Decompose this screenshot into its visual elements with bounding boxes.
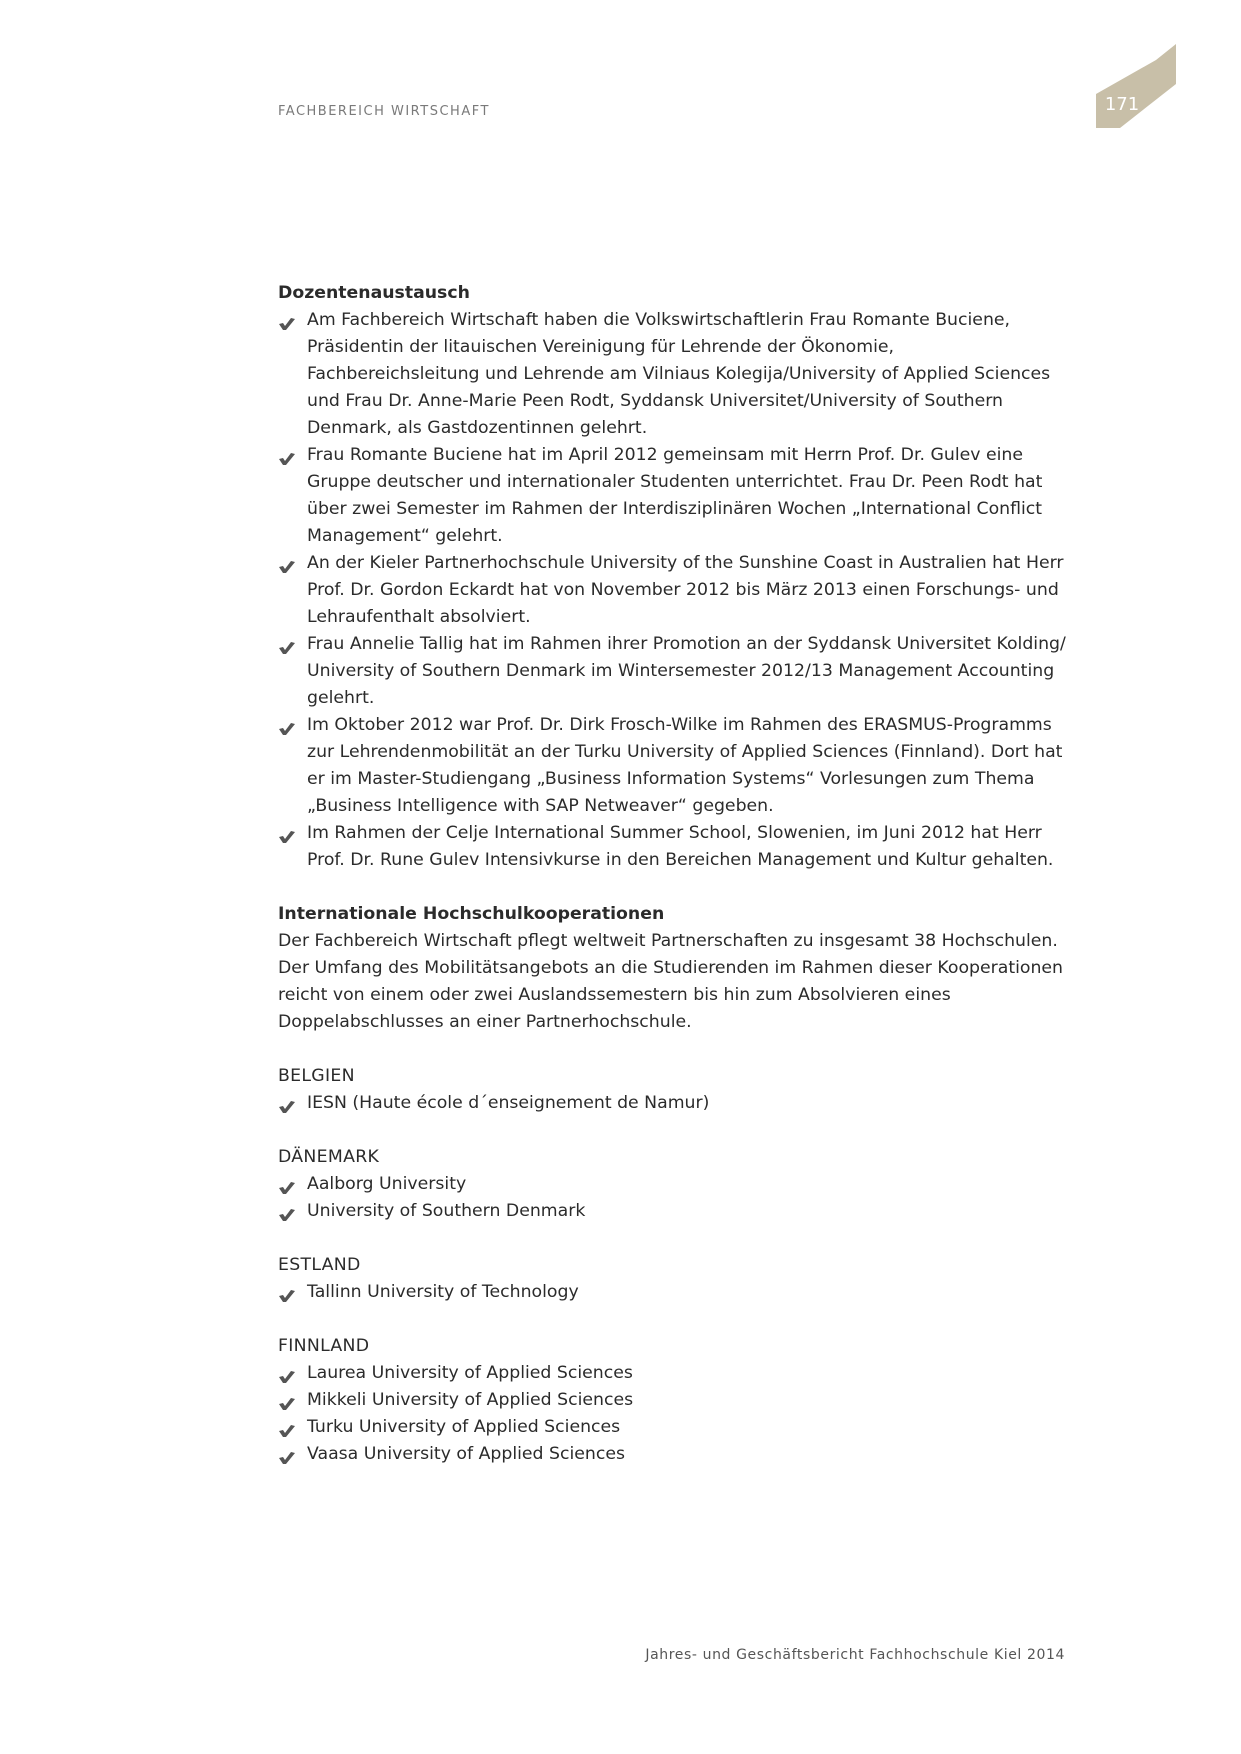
check-arrow-icon (278, 826, 296, 840)
university-name: Vaasa University of Applied Sciences (307, 1444, 626, 1464)
page-number: 171 (1104, 94, 1140, 115)
university-item (278, 1090, 1068, 1117)
university-name: University of Southern Denmark (307, 1201, 586, 1221)
section-heading-dozentenaustausch: Dozentenaustausch (278, 283, 470, 303)
section-heading-kooperationen: Internationale Hochschulkooperationen (278, 904, 665, 924)
list-item (278, 550, 1068, 631)
university-name: Mikkeli University of Applied Sciences (307, 1390, 634, 1410)
list-item-text: Am Fachbereich Wirtschaft haben die Volkswirtschaftlerin Frau Romante Buciene, Präsidentin der litauischen Vereinigung für Lehrende der Ökonomie, Fachbereichsleitung und Lehrende am Vilniaus Kolegija/University of Applied Sciences und Frau Dr. Anne-Marie Peen Rodt, Syddansk Universitet/University of Southern Denmark, als Gastdozentinnen gelehrt. (307, 310, 1051, 438)
check-arrow-icon (278, 556, 296, 570)
check-arrow-icon (278, 1420, 296, 1434)
check-arrow-icon (278, 1096, 296, 1110)
check-arrow-icon (278, 1285, 296, 1299)
university-item (278, 1441, 1068, 1468)
university-item (278, 1171, 1068, 1198)
university-list-finnland (278, 1360, 1068, 1468)
list-item-text: Frau Annelie Tallig hat im Rahmen ihrer Promotion an der Syddansk Universitet Kolding/ University of Southern Denmark im Wintersemester 2012/13 Management Accounting gelehrt. (307, 634, 1066, 708)
university-item (278, 1360, 1068, 1387)
country-heading-daenemark: DÄNEMARK (278, 1147, 380, 1167)
main-content (278, 280, 1068, 1468)
check-arrow-icon (278, 1447, 296, 1461)
dozentenaustausch-list (278, 307, 1068, 874)
check-arrow-icon (278, 313, 296, 327)
list-item (278, 631, 1068, 712)
list-item (278, 712, 1068, 820)
university-item (278, 1387, 1068, 1414)
university-name: Tallinn University of Technology (307, 1282, 579, 1302)
check-arrow-icon (278, 1204, 296, 1218)
university-name: IESN (Haute école d´enseignement de Namur) (307, 1093, 710, 1113)
university-item (278, 1198, 1068, 1225)
list-item (278, 307, 1068, 442)
university-name: Laurea University of Applied Sciences (307, 1363, 633, 1383)
country-heading-estland: ESTLAND (278, 1255, 361, 1275)
page-number-badge (1096, 44, 1178, 128)
university-name: Aalborg University (307, 1174, 467, 1194)
check-arrow-icon (278, 448, 296, 462)
list-item-text: Im Oktober 2012 war Prof. Dr. Dirk Frosch-Wilke im Rahmen des ERASMUS-Programms zur Lehrendenmobilität an der Turku University of Applied Sciences (Finnland). Dort hat er im Master-Studiengang „Business Information Systems“ Vorlesungen zum Thema „Business Intelligence with SAP Netweaver“ gegeben. (307, 715, 1063, 816)
check-arrow-icon (278, 718, 296, 732)
country-heading-belgien: BELGIEN (278, 1066, 355, 1086)
list-item-text: An der Kieler Partnerhochschule University of the Sunshine Coast in Australien hat Herr Prof. Dr. Gordon Eckardt hat von November 2012 bis März 2013 einen Forschungs- und Lehraufenthalt absolviert. (307, 553, 1064, 627)
list-item-text: Im Rahmen der Celje International Summer School, Slowenien, im Juni 2012 hat Herr Prof. Dr. Rune Gulev Intensivkurse in den Bereichen Management und Kultur gehalten. (307, 823, 1054, 870)
check-arrow-icon (278, 1393, 296, 1407)
university-item (278, 1279, 1068, 1306)
university-item (278, 1414, 1068, 1441)
list-item-text: Frau Romante Buciene hat im April 2012 gemeinsam mit Herrn Prof. Dr. Gulev eine Gruppe deutscher und internationaler Studenten unterrichtet. Frau Dr. Peen Rodt hat über zwei Semester im Rahmen der Interdisziplinären Wochen „International Conflict Management“ gelehrt. (307, 445, 1043, 546)
list-item (278, 442, 1068, 550)
university-list-belgien (278, 1090, 1068, 1117)
header-section-label: FACHBEREICH WIRTSCHAFT (278, 104, 490, 119)
university-name: Turku University of Applied Sciences (307, 1417, 621, 1437)
university-list-estland (278, 1279, 1068, 1306)
university-list-daenemark (278, 1171, 1068, 1225)
check-arrow-icon (278, 1177, 296, 1191)
check-arrow-icon (278, 637, 296, 651)
list-item (278, 820, 1068, 874)
kooperationen-paragraph: Der Fachbereich Wirtschaft pflegt weltweit Partnerschaften zu insgesamt 38 Hochschulen. Der Umfang des Mobilitätsangebots an die Studierenden im Rahmen dieser Kooperationen reicht von einem oder zwei Auslandssemestern bis hin zum Absolvieren eines Doppelabschlusses an einer Partnerhochschule. (278, 931, 1064, 1032)
country-heading-finnland: FINNLAND (278, 1336, 370, 1356)
check-arrow-icon (278, 1366, 296, 1380)
footer-text: Jahres- und Geschäftsbericht Fachhochschule Kiel 2014 (645, 1647, 1065, 1663)
